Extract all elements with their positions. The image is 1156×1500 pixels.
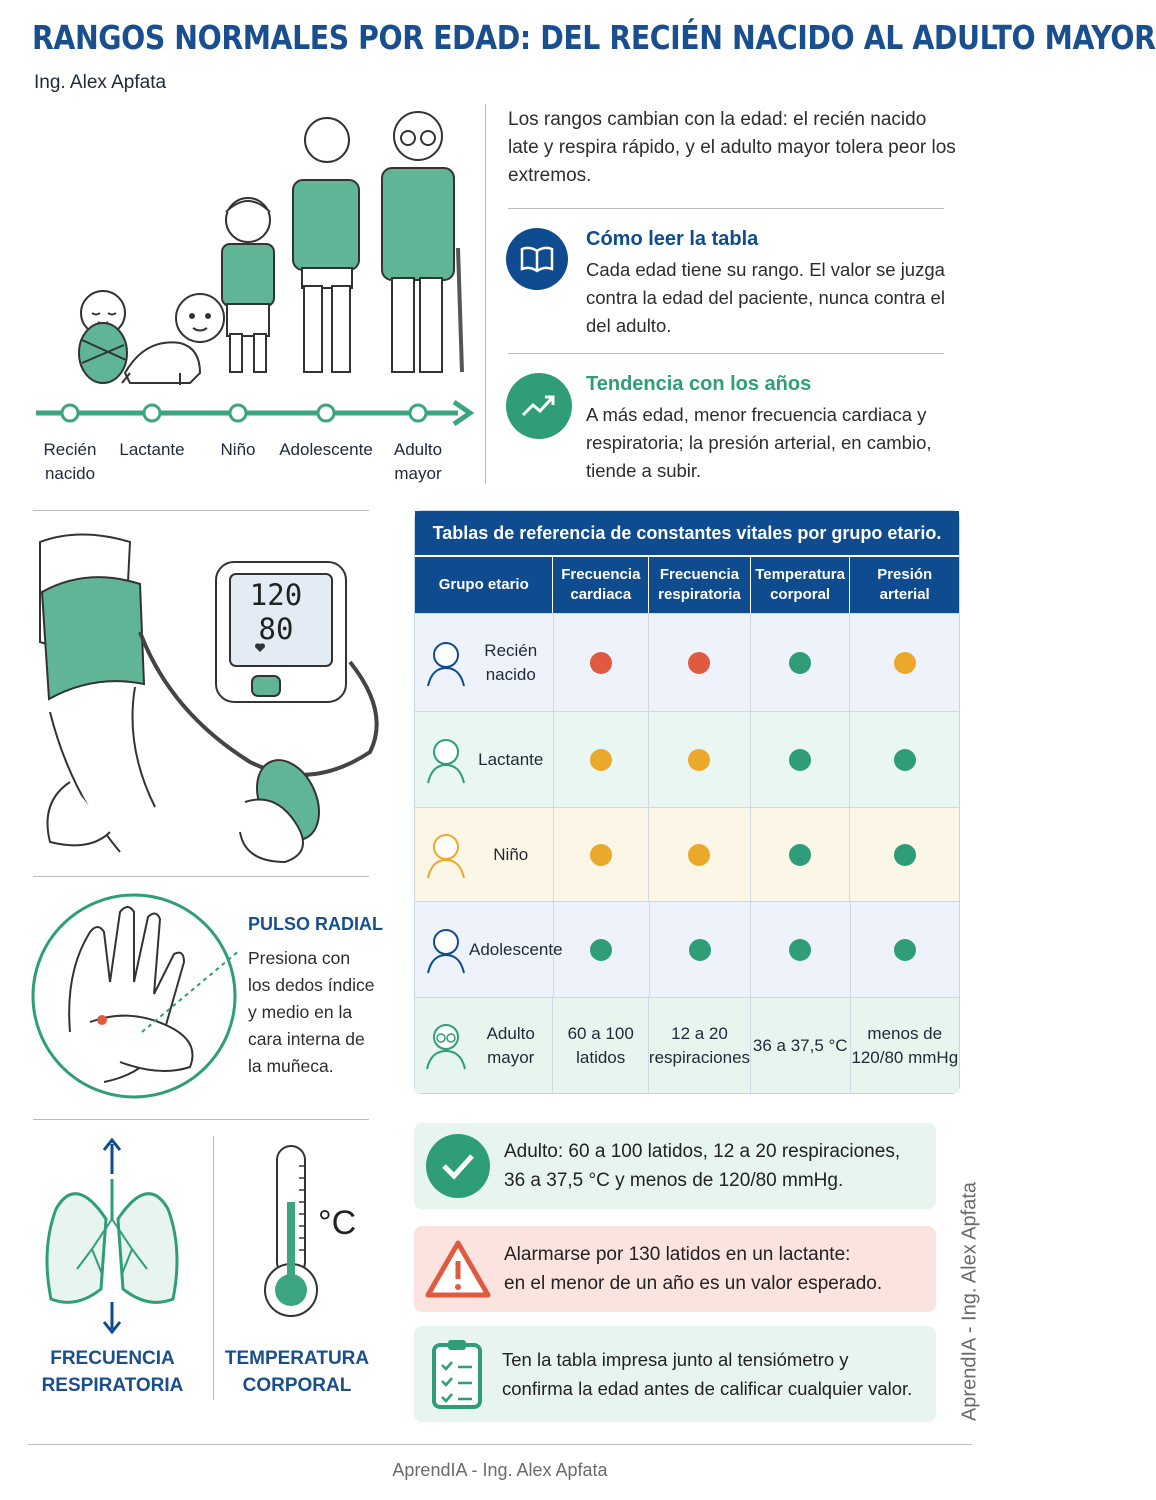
- monitor-readout: [236, 578, 316, 646]
- callout-warning-text: Alarmarse por 130 latidos en un lactante: en el menor de un año es un valor esperado.: [504, 1244, 883, 1294]
- clipboard-icon: [428, 1336, 486, 1412]
- cell-newborn-temperature: [750, 614, 850, 711]
- callout-adult-text: Adulto: 60 a 100 latidos, 12 a 20 respiraciones, 36 a 37,5 °C y menos de 120/80 mmHg.: [504, 1141, 901, 1191]
- adolescent-figure: [293, 118, 359, 372]
- table-header-row: [415, 555, 959, 613]
- timeline-label-infant: Lactante: [119, 440, 185, 459]
- divider: [508, 353, 944, 354]
- cell-adolescent-resp-rate: [649, 902, 751, 997]
- cell-resp-rate-value: 12 a 20 respiraciones: [648, 998, 750, 1093]
- row-group-adolescent: Adolescente: [415, 902, 553, 997]
- temp-unit: °C: [318, 1204, 357, 1242]
- pulse-title: PULSO RADIAL: [248, 914, 383, 934]
- child-icon: [423, 830, 469, 880]
- row-group-infant: Lactante: [415, 712, 553, 807]
- table-row-child: [415, 807, 959, 901]
- status-dot-green: [894, 749, 916, 771]
- footer-credit: AprendIA - Ing. Alex Apfata: [392, 1460, 608, 1480]
- cell-infant-blood-pressure: [849, 712, 959, 807]
- status-dot-yellow: [590, 844, 612, 866]
- header-temperature: Temperatura corporal: [750, 557, 850, 613]
- header-blood-pressure: Presión arterial: [849, 557, 959, 613]
- resp-rate-label: FRECUENCIA RESPIRATORIA: [41, 1348, 184, 1396]
- divider: [213, 1136, 214, 1400]
- header-heart-rate: Frecuencia cardiaca: [552, 557, 648, 613]
- divider: [485, 104, 486, 484]
- lungs-icon: [40, 1134, 185, 1334]
- divider: [33, 1119, 369, 1120]
- divider: [508, 208, 944, 209]
- cell-adolescent-heart-rate: [553, 902, 649, 997]
- cell-adolescent-temperature: [750, 902, 850, 997]
- header-resp-rate: Frecuencia respiratoria: [648, 557, 750, 613]
- callout-adult-ranges: [414, 1123, 936, 1209]
- cell-child-blood-pressure: [849, 808, 959, 901]
- status-dot-green: [789, 939, 811, 961]
- timeline-label-newborn: Recién nacido: [43, 440, 97, 483]
- radial-pulse-illustration: [30, 892, 250, 1107]
- status-dot-green: [789, 844, 811, 866]
- status-dot-green: [789, 749, 811, 771]
- cell-child-resp-rate: [648, 808, 750, 901]
- page-title: RANGOS NORMALES POR EDAD: DEL RECIÉN NACIDO AL ADULTO MAYOR: [32, 18, 1156, 57]
- tip-text-trend: A más edad, menor frecuencia cardiaca y respiratoria; la presión arterial, en cambio, tiende a subir.: [586, 404, 932, 481]
- monitor-diastolic: 80: [258, 612, 294, 646]
- tip-title-trend: Tendencia con los años: [586, 373, 812, 395]
- timeline-label-child: Niño: [220, 440, 256, 459]
- cell-infant-heart-rate: [553, 712, 649, 807]
- timeline-label-older-adult: Adulto mayor: [393, 440, 443, 483]
- newborn-icon: [423, 638, 469, 688]
- header-age-group: Grupo etario: [438, 576, 529, 593]
- warning-icon: [424, 1238, 492, 1300]
- infant-icon: [423, 735, 469, 785]
- tip-title-read-table: Cómo leer la tabla: [586, 228, 759, 250]
- infant-figure: [122, 294, 224, 385]
- status-dot-green: [894, 844, 916, 866]
- tip-text-read-table: Cada edad tiene su rango. El valor se juzga contra la edad del paciente, nunca contra el del adulto.: [586, 259, 945, 336]
- blood-pressure-monitor-illustration: [30, 522, 375, 862]
- status-dot-yellow: [688, 749, 710, 771]
- status-dot-green: [590, 939, 612, 961]
- newborn-figure: [79, 291, 127, 383]
- status-dot-yellow: [688, 844, 710, 866]
- monitor-systolic: 120: [249, 578, 303, 612]
- cell-child-heart-rate: [553, 808, 649, 901]
- cell-infant-temperature: [750, 712, 850, 807]
- vital-signs-table: [414, 510, 960, 1094]
- cell-newborn-resp-rate: [648, 614, 750, 711]
- callout-tip-text: Ten la tabla impresa junto al tensiómetro y confirma la edad antes de calificar cualquier valor.: [502, 1349, 913, 1399]
- table-row-infant: [415, 711, 959, 807]
- cell-heart-rate-value: 60 a 100 latidos: [552, 998, 648, 1093]
- status-dot-green: [689, 939, 711, 961]
- status-dot-yellow: [894, 652, 916, 674]
- status-dot-green: [894, 939, 916, 961]
- trend-up-icon: [506, 373, 572, 439]
- author-name: Ing. Alex Apfata: [34, 72, 167, 93]
- cell-blood-pressure-value: menos de 120/80 mmHg: [850, 998, 960, 1093]
- table-row-adolescent: [415, 901, 959, 997]
- intro-text: Los rangos cambian con la edad: el recién nacido late y respira rápido, y el adulto mayor tolera peor los extremos.: [508, 109, 956, 186]
- table-row-older-adult: [415, 997, 959, 1093]
- age-timeline: [30, 396, 480, 430]
- row-group-child: Niño: [415, 808, 553, 901]
- older-adult-figure: [382, 112, 462, 372]
- status-dot-green: [789, 652, 811, 674]
- cell-infant-resp-rate: [648, 712, 750, 807]
- timeline-label-adolescent: Adolescente: [279, 440, 373, 459]
- row-group-older-adult: Adulto mayor: [415, 998, 552, 1093]
- vertical-watermark: AprendIA - Ing. Alex Apfata: [958, 1181, 981, 1422]
- adolescent-icon: [423, 925, 469, 975]
- callout-warning: [414, 1226, 936, 1312]
- temperature-label: TEMPERATURA CORPORAL: [224, 1348, 370, 1396]
- cell-temperature-value: 36 a 37,5 °C: [750, 998, 850, 1093]
- child-figure: [222, 198, 274, 372]
- callout-tip: [414, 1326, 936, 1422]
- divider: [33, 510, 369, 511]
- table-row-newborn: [415, 613, 959, 711]
- table-title: Tablas de referencia de constantes vitales por grupo etario.: [415, 511, 959, 555]
- cell-adolescent-blood-pressure: [850, 902, 959, 997]
- book-icon: [506, 228, 568, 290]
- cell-child-temperature: [750, 808, 850, 901]
- age-progression-illustration: [30, 108, 480, 408]
- pulse-instructions: Presiona con los dedos índice y medio en la cara interna de la muñeca.: [248, 948, 375, 1076]
- cell-newborn-heart-rate: [553, 614, 649, 711]
- divider: [33, 876, 369, 877]
- row-group-newborn: Recién nacido: [415, 614, 553, 711]
- status-dot-red: [590, 652, 612, 674]
- status-dot-red: [688, 652, 710, 674]
- check-icon: [426, 1134, 490, 1198]
- older-adult-icon: [423, 1021, 469, 1071]
- status-dot-yellow: [590, 749, 612, 771]
- divider: [28, 1444, 972, 1445]
- cell-newborn-blood-pressure: [849, 614, 959, 711]
